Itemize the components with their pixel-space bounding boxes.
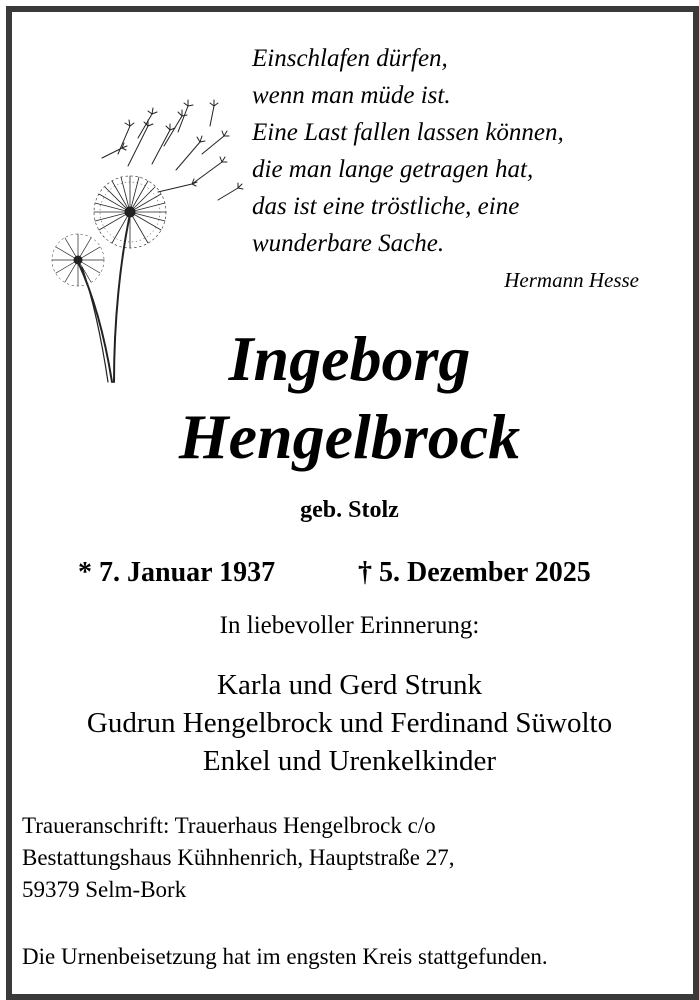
mourners-list xyxy=(0,666,699,780)
poem-line: die man lange getragen hat, xyxy=(252,156,534,183)
address-line: Bestattungshaus Kühnhenrich, Hauptstraße 27, xyxy=(22,845,455,870)
poem-line: Einschlafen dürfen, xyxy=(252,45,448,72)
deceased-first-name: Ingeborg xyxy=(228,323,471,394)
address-line: Traueranschrift: Trauerhaus Hengelbrock c/o xyxy=(22,813,436,838)
poem-line: Eine Last fallen lassen können, xyxy=(252,119,564,146)
mourner-line: Karla und Gerd Strunk xyxy=(217,669,482,701)
poem xyxy=(252,40,564,262)
burial-notice: Die Urnenbeisetzung hat im engsten Kreis stattgefunden. xyxy=(22,944,548,969)
death-date: † 5. Dezember 2025 xyxy=(358,557,591,588)
maiden-name: geb. Stolz xyxy=(300,497,399,523)
poem-line: das ist eine tröstliche, eine xyxy=(252,193,520,220)
birth-date: * 7. Januar 1937 xyxy=(78,557,276,588)
poem-author: Hermann Hesse xyxy=(504,268,639,292)
poem-line: wenn man müde ist. xyxy=(252,82,451,109)
mourner-line: Enkel und Urenkelkinder xyxy=(202,745,497,777)
mourner-line: Gudrun Hengelbrock und Ferdinand Süwolto xyxy=(86,707,613,739)
poem-line: wunderbare Sache. xyxy=(252,230,445,257)
deceased-last-name: Hengelbrock xyxy=(178,401,521,472)
address-line: 59379 Selm-Bork xyxy=(22,877,187,902)
mourning-address xyxy=(22,810,454,906)
memory-line: In liebevoller Erinnerung: xyxy=(219,612,480,639)
